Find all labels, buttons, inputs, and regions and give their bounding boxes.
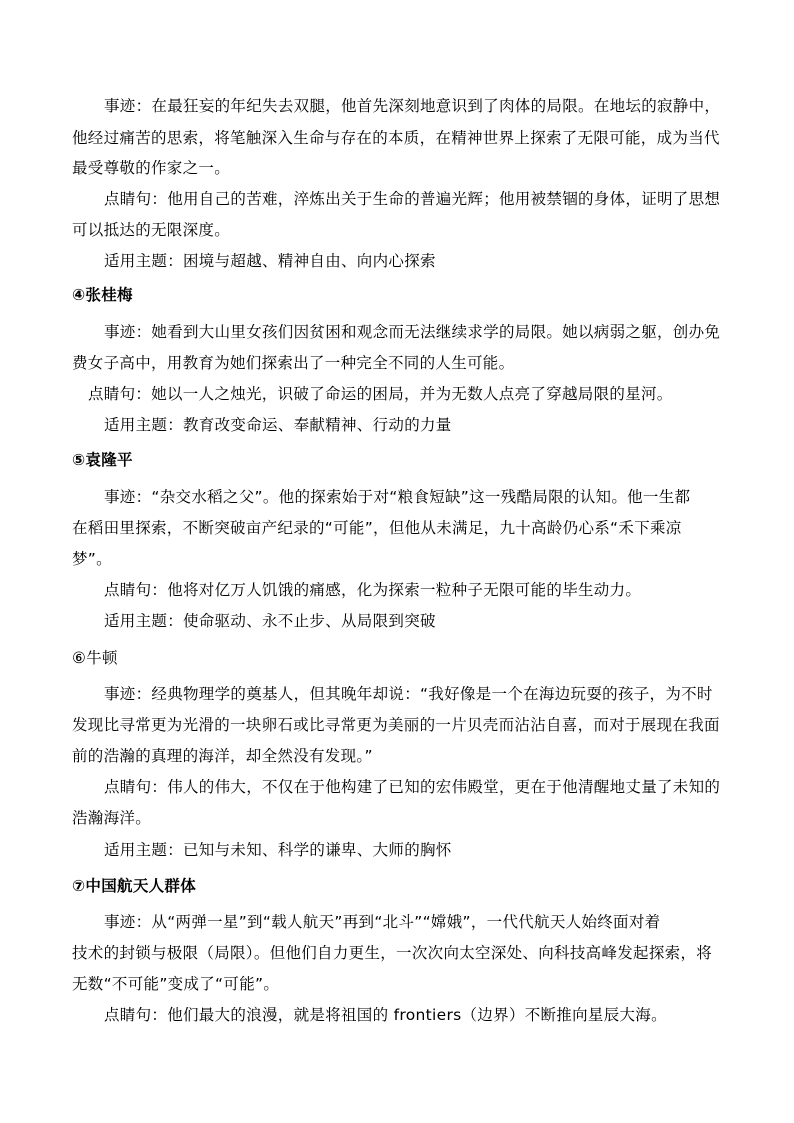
shi-tie-sheng-theme: 适用主题：困境与超越、精神自由、向内心探索 bbox=[104, 252, 436, 270]
yuan-longping-theme: 适用主题：使命驱动、永不止步、从局限到突破 bbox=[104, 612, 436, 630]
section-heading-newton: ⑥牛顿 bbox=[72, 649, 118, 667]
shi-tie-sheng-highlight-line-1: 点睛句：他用自己的苦难，淬炼出关于生命的普遍光辉；他用被禁锢的身体，证明了思想 bbox=[104, 190, 721, 208]
yuan-longping-deed-line-2: 在稻田里探索，不断突破亩产纪录的“可能”，但他从未满足，九十高龄仍心系“禾下乘凉 bbox=[72, 519, 682, 537]
astronauts-deed-line-3: 无数“不可能”变成了“可能”。 bbox=[72, 975, 280, 993]
newton-deed-line-1: 事迹：经典物理学的奠基人，但其晚年却说：“我好像是一个在海边玩耍的孩子，为不时 bbox=[104, 685, 713, 703]
shi-tie-sheng-deed-line-1: 事迹：在最狂妄的年纪失去双腿，他首先深刻地意识到了肉体的局限。在地坛的寂静中， bbox=[104, 97, 721, 115]
astronauts-highlight: 点睛句：他们最大的浪漫，就是将祖国的 frontiers（边界）不断推向星辰大海。 bbox=[104, 1006, 667, 1024]
newton-highlight-line-2: 浩瀚海洋。 bbox=[72, 809, 152, 827]
newton-deed-line-2: 发现比寻常更为光滑的一块卵石或比寻常更为美丽的一片贝壳而沾沾自喜，而对于展现在我面 bbox=[72, 716, 720, 734]
newton-highlight-line-1: 点睛句：伟人的伟大，不仅在于他构建了已知的宏伟殿堂，更在于他清醒地丈量了未知的 bbox=[104, 778, 721, 796]
section-heading-china-astronauts: ⑦中国航天人群体 bbox=[72, 877, 197, 895]
zhang-guimei-highlight: 点睛句：她以一人之烛光，识破了命运的困局，并为无数人点亮了穿越局限的星河。 bbox=[88, 385, 673, 403]
astronauts-deed-line-1: 事迹：从“两弹一星”到“载人航天”再到“北斗”“嫦娥”，一代代航天人始终面对着 bbox=[104, 913, 661, 931]
yuan-longping-deed-line-3: 梦”。 bbox=[72, 550, 112, 568]
yuan-longping-deed-line-1: 事迹：“杂交水稻之父”。他的探索始于对“粮食短缺”这一残酷局限的认知。他一生都 bbox=[104, 488, 691, 506]
shi-tie-sheng-deed-line-3: 最受尊敬的作家之一。 bbox=[72, 159, 231, 177]
newton-deed-line-3: 前的浩瀚的真理的海洋，却全然没有发现。” bbox=[72, 747, 373, 765]
section-heading-yuan-longping: ⑤袁隆平 bbox=[72, 451, 133, 469]
yuan-longping-highlight: 点睛句：他将对亿万人饥饿的痛感，化为探索一粒种子无限可能的毕生动力。 bbox=[104, 581, 642, 599]
zhang-guimei-theme: 适用主题：教育改变命运、奉献精神、行动的力量 bbox=[104, 416, 452, 434]
zhang-guimei-deed-line-1: 事迹：她看到大山里女孩们因贫困和观念而无法继续求学的局限。她以病弱之躯，创办免 bbox=[104, 323, 721, 341]
shi-tie-sheng-highlight-line-2: 可以抵达的无限深度。 bbox=[72, 221, 231, 239]
section-heading-zhang-guimei: ④张桂梅 bbox=[72, 286, 133, 304]
newton-theme: 适用主题：已知与未知、科学的谦卑、大师的胸怀 bbox=[104, 841, 452, 859]
zhang-guimei-deed-line-2: 费女子高中，用教育为她们探索出了一种完全不同的人生可能。 bbox=[72, 354, 515, 372]
astronauts-deed-line-2: 技术的封锁与极限（局限）。但他们自力更生，一次次向太空深处、向科技高峰发起探索，将 bbox=[72, 944, 713, 962]
shi-tie-sheng-deed-line-2: 他经过痛苦的思索，将笔触深入生命与存在的本质，在精神世界上探索了无限可能，成为当代 bbox=[72, 129, 720, 147]
